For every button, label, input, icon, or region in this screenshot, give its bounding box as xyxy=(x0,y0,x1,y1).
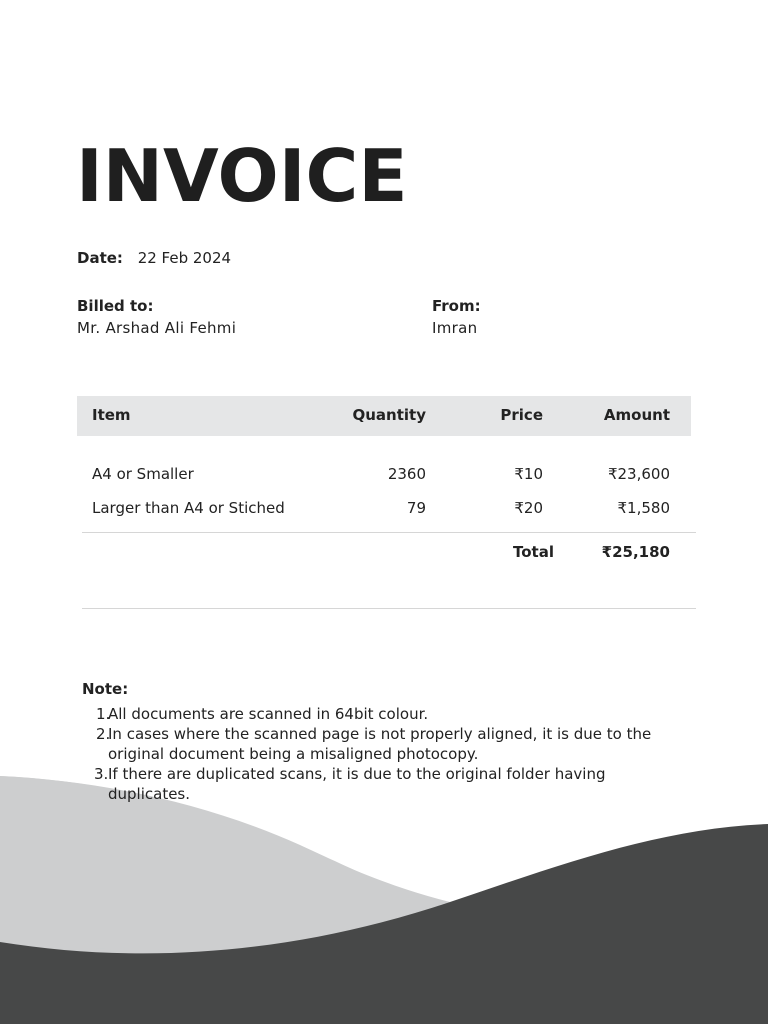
date-value: 22 Feb 2024 xyxy=(137,249,232,267)
row-quantity: 79 xyxy=(406,499,426,517)
row-item: A4 or Smaller xyxy=(92,465,194,483)
note-item-number: 1. xyxy=(96,705,111,723)
table-row xyxy=(77,465,691,489)
table-header xyxy=(77,396,691,436)
note-item xyxy=(82,704,662,724)
header-item: Item xyxy=(92,406,131,424)
total-row xyxy=(77,543,691,567)
header-amount: Amount xyxy=(603,406,670,424)
date-row xyxy=(77,249,231,267)
note-item xyxy=(82,764,662,804)
note-item-text: If there are duplicated scans, it is due to the original folder having duplicates. xyxy=(108,765,606,803)
from-block xyxy=(432,295,481,339)
row-price: ₹20 xyxy=(514,499,543,517)
row-item: Larger than A4 or Stiched xyxy=(92,499,285,517)
billed-to-value: Mr. Arshad Ali Fehmi xyxy=(77,319,237,337)
section-divider xyxy=(82,608,696,609)
total-value: ₹25,180 xyxy=(601,543,670,561)
note-list xyxy=(82,704,662,804)
date-label: Date: xyxy=(77,249,123,267)
note-section xyxy=(82,680,662,804)
note-item-text: In cases where the scanned page is not properly aligned, it is due to the original document being a misaligned photocopy. xyxy=(108,725,652,763)
note-item-number: 3. xyxy=(94,765,109,783)
row-amount: ₹1,580 xyxy=(617,499,670,517)
billed-to-label: Billed to: xyxy=(77,297,154,315)
from-label: From: xyxy=(432,297,481,315)
row-price: ₹10 xyxy=(514,465,543,483)
header-price: Price xyxy=(500,406,543,424)
row-quantity: 2360 xyxy=(387,465,426,483)
table-divider xyxy=(82,532,696,533)
note-item-text: All documents are scanned in 64bit colour. xyxy=(108,705,429,723)
header-quantity: Quantity xyxy=(352,406,426,424)
from-value: Imran xyxy=(432,319,478,337)
total-label: Total xyxy=(513,543,554,561)
invoice-title: INVOICE xyxy=(76,134,408,218)
note-label: Note: xyxy=(82,680,129,698)
table-row xyxy=(77,499,691,523)
note-item-number: 2. xyxy=(96,725,111,743)
billed-to-block xyxy=(77,295,236,339)
decorative-waves xyxy=(0,770,768,1024)
note-item xyxy=(82,724,662,764)
row-amount: ₹23,600 xyxy=(607,465,670,483)
